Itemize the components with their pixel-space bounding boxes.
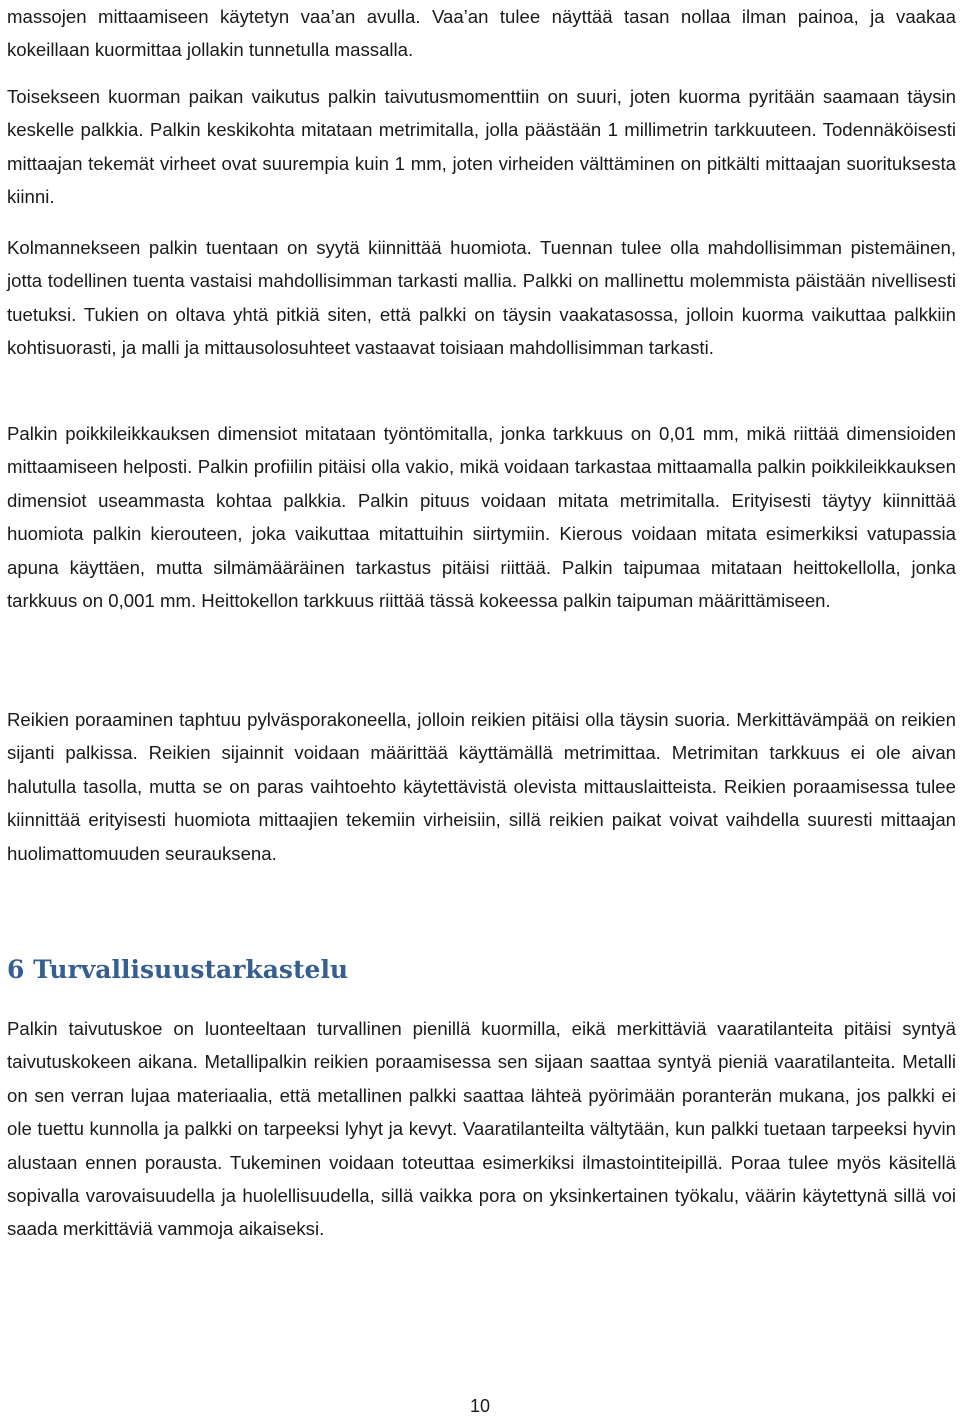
paragraph-beam-support: Kolmannekseen palkin tuentaan on syytä kiinnittää huomiota. Tuennan tulee olla mahdollisimman pistemäinen, jotta todellinen tuenta vastaisi mahdollisimman tarkasti mallia. Palkki on mallinettu molemmista päistään nivellisesti tuetuksi. Tukien on oltava yhtä pitkiä siten, että palkki on täysin vaakatasossa, jolloin kuorma vaikuttaa palkkiin kohtisuorasti, ja malli ja mittausolosuhteet vastaavat toisiaan mahdollisimman tarkasti. — [7, 237, 956, 359]
paragraph-mass-measurement: massojen mittaamiseen käytetyn vaa’an avulla. Vaa’an tulee näyttää tasan nollaa ilman painoa, ja vaakaa kokeillaan kuormittaa jollakin tunnetulla massalla. — [7, 6, 956, 61]
paragraph-safety: Palkin taivutuskoe on luonteeltaan turvallinen pienillä kuormilla, eikä merkittäviä vaaratilanteita pitäisi syntyä taivutuskokeen aikana. Metallipalkin reikien poraamisessa sen sijaan saattaa syntyä pieniä vaaratilanteita. Metalli on sen verran lujaa materiaalia, että metallinen palkki saattaa lähteä pyörimään poranterän mukana, jos palkki ei ole tuettu kunnolla ja palkki on tarpeeksi lyhyt ja kevyt. Vaaratilanteilta vältytään, kun palkki tuetaan tarpeeksi hyvin alustaan ennen porausta. Tukeminen voidaan toteuttaa esimerkiksi ilmastointiteipillä. Poraa tulee myös käsitellä sopivalla varovaisuudella ja huolellisuudella, sillä vaikka pora on yksinkertainen työkalu, väärin käytettynä sillä voi saada merkittäviä vammoja aikaiseksi. — [7, 1018, 956, 1240]
paragraph-load-position: Toisekseen kuorman paikan vaikutus palkin taivutusmomenttiin on suuri, joten kuorma pyritään saamaan täysin keskelle palkkia. Palkin keskikohta mitataan metrimitalla, jolla päästään 1 millimetrin tarkkuuteen. Todennäköisesti mittaajan tekemät virheet ovat suurempia kuin 1 mm, joten virheiden välttäminen on pitkälti mittaajan suorituksesta kiinni. — [7, 86, 956, 208]
page-number: 10 — [469, 1396, 491, 1416]
section-heading-safety: 6 Turvallisuustarkastelu — [7, 955, 349, 984]
paragraph-hole-drilling: Reikien poraaminen taphtuu pylväsporakoneella, jolloin reikien pitäisi olla täysin suoria. Merkittävämpää on reikien sijanti palkissa. Reikien sijainnit voidaan määrittää käyttämällä metrimittaa. Metrimitan tarkkuus ei ole aivan halutulla tasolla, mutta se on paras vaihtoehto käytettävistä olevista mittauslaitteista. Reikien poraamisessa tulee kiinnittää erityisesti huomiota mittaajien tekemiin virheisiin, sillä reikien paikat voivat vaihdella suuresti mittaajan huolimattomuuden seurauksena. — [7, 709, 956, 864]
paragraph-cross-section-dimensions: Palkin poikkileikkauksen dimensiot mitataan työntömitalla, jonka tarkkuus on 0,01 mm, mikä riittää dimensioiden mittaamiseen helposti. Palkin profiilin pitäisi olla vakio, mikä voidaan tarkastaa mittaamalla palkin poikkileikkauksen dimensiot useammasta kohtaa palkkia. Palkin pituus voidaan mitata metrimitalla. Erityisesti täytyy kiinnittää huomiota palkin kierouteen, joka vaikuttaa mitattuihin siirtymiin. Kierous voidaan mitata esimerkiksi vatupassia apuna käyttäen, mutta silmämääräinen tarkastus pitäisi riittää. Palkin taipumaa mitataan heittokellolla, jonka tarkkuus on 0,001 mm. Heittokellon tarkkuus riittää tässä kokeessa palkin taipuman määrittämiseen. — [7, 423, 956, 612]
